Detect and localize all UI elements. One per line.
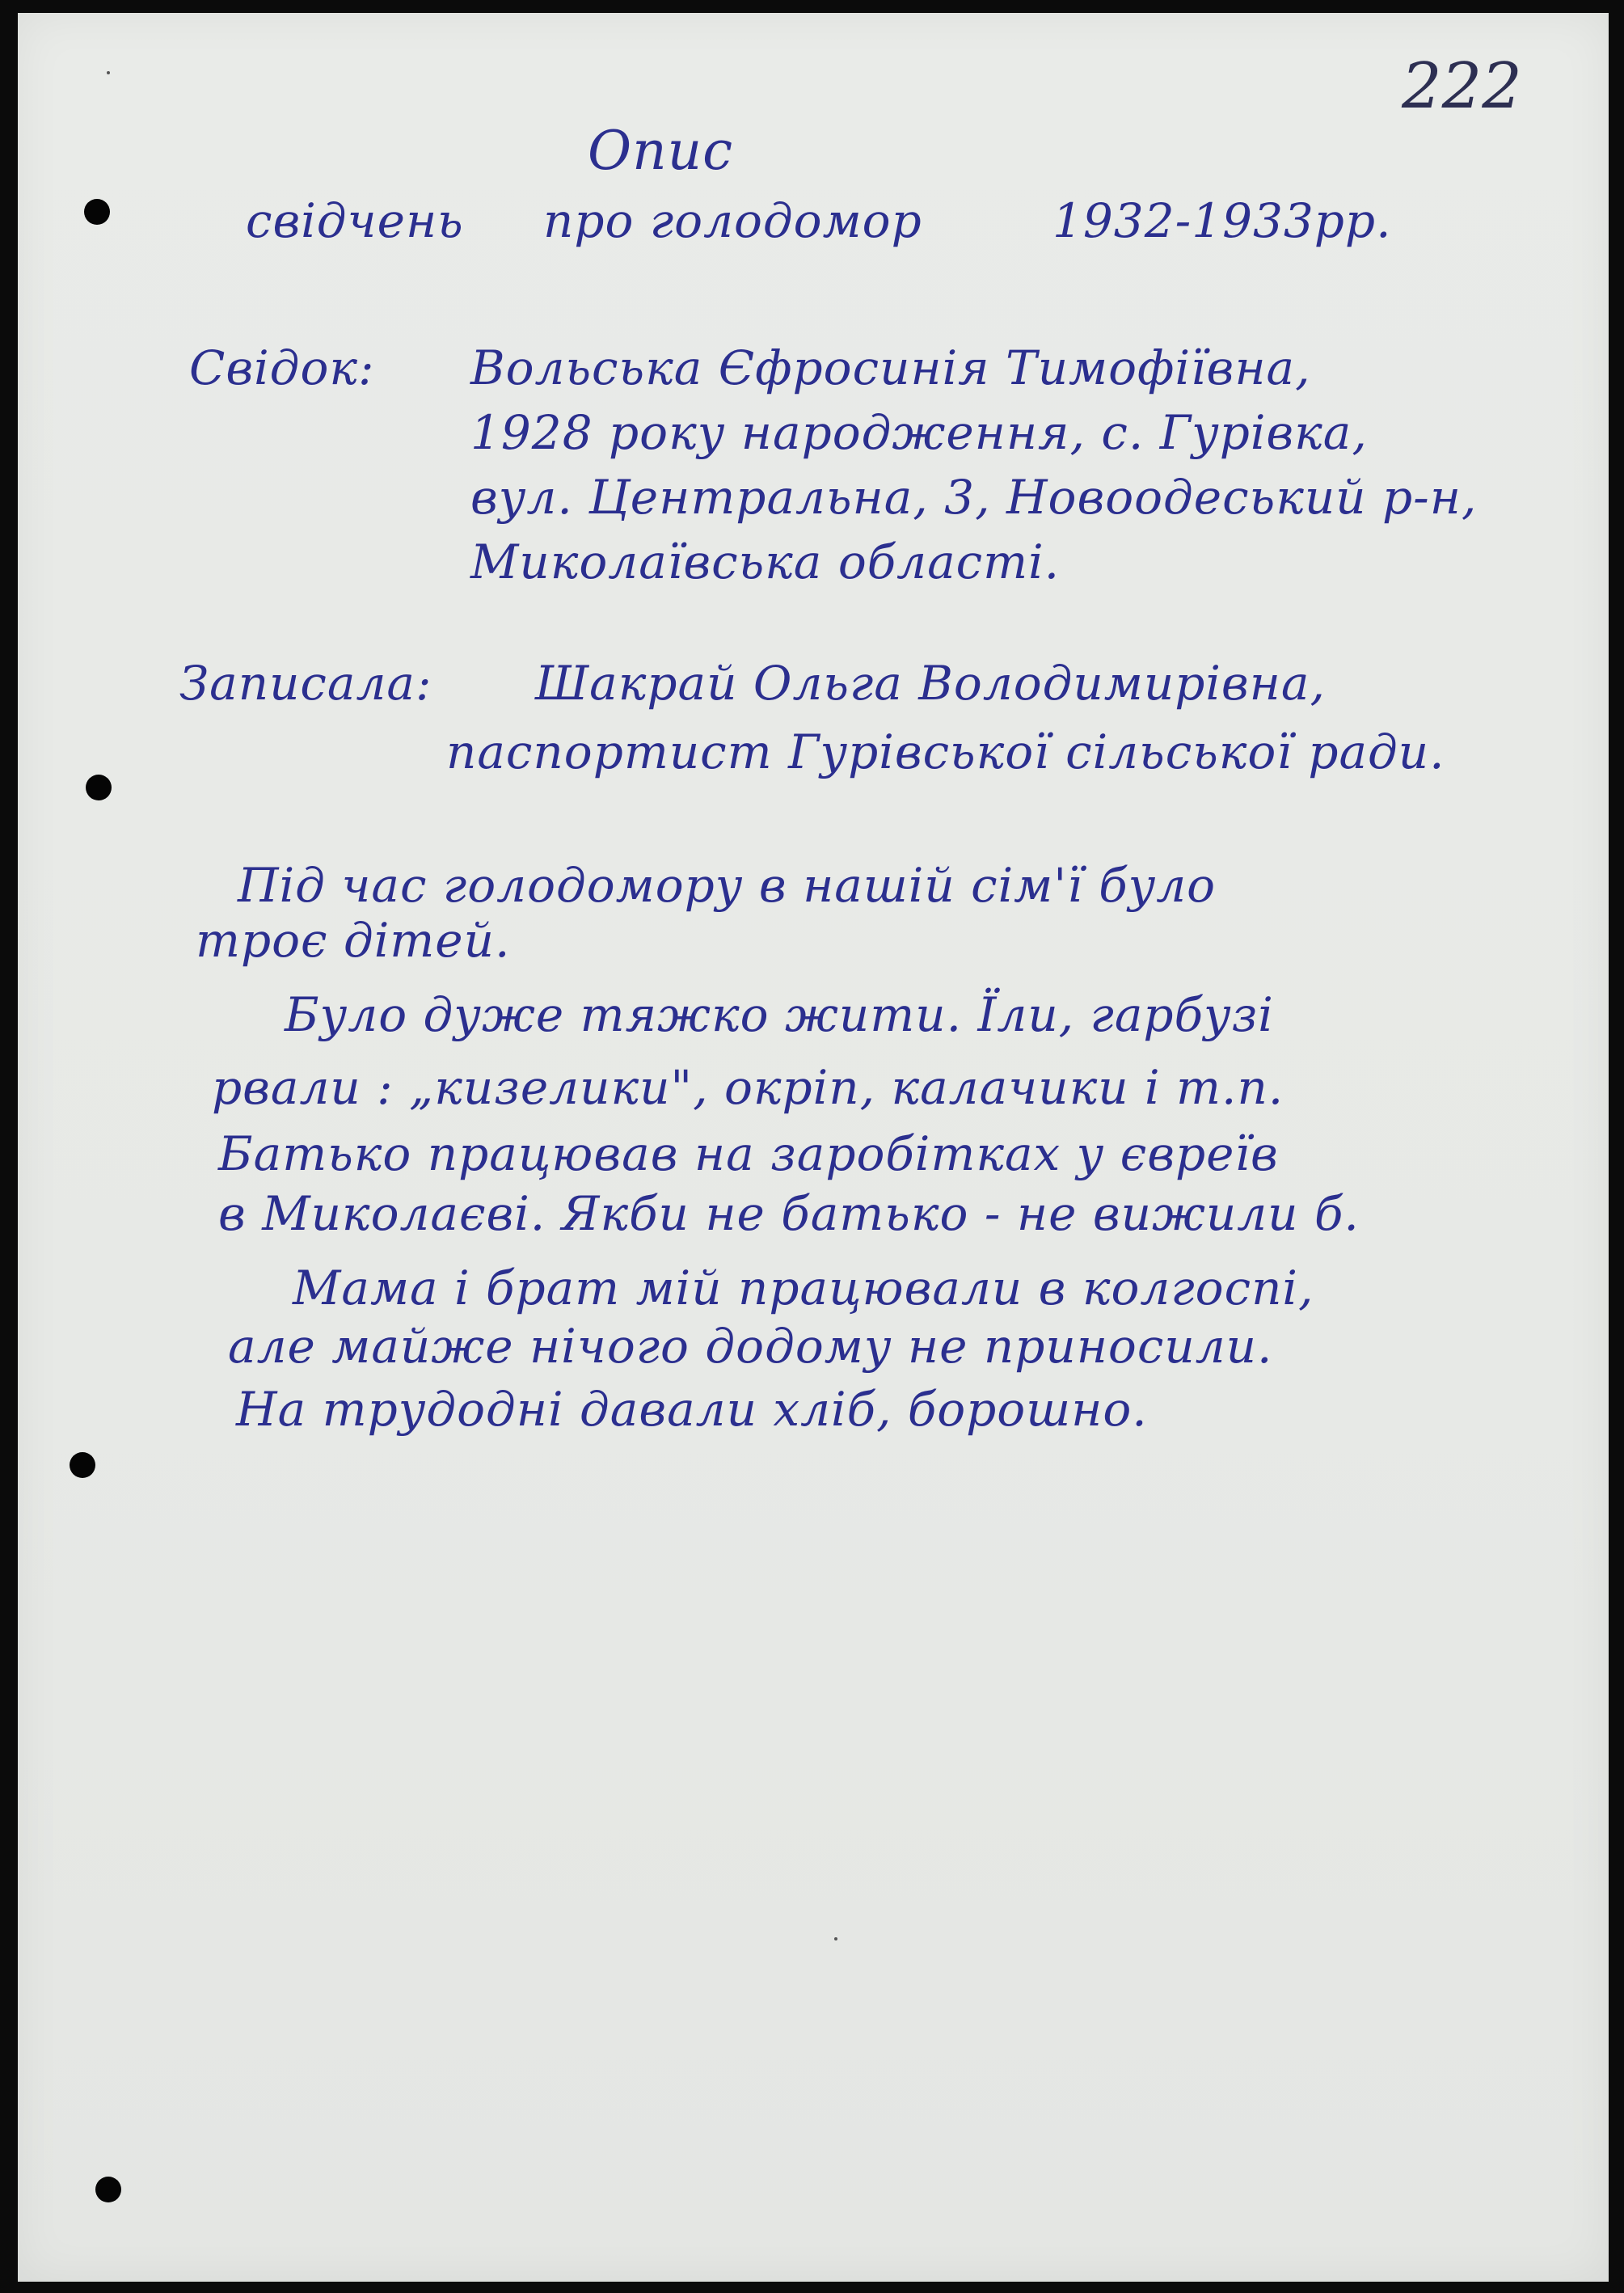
body-line: Було дуже тяжко жити. Їли, гарбузі: [285, 987, 1274, 1042]
witness-line-1: Вольська Єфросинія Тимофіївна,: [470, 340, 1311, 395]
binder-hole-1: [84, 199, 110, 225]
binder-hole-2: [86, 775, 112, 800]
subtitle-part-2: про голодомор: [543, 193, 922, 248]
page-number: 222: [1402, 50, 1522, 123]
witness-label: Свідок:: [189, 340, 375, 395]
witness-line-3: вул. Центральна, 3, Новоодеський р-н,: [470, 470, 1478, 525]
paper-speck: [107, 71, 110, 74]
document-title: Опис: [588, 120, 734, 182]
body-line: в Миколаєві. Якби не батько - не вижили б.: [218, 1186, 1360, 1241]
binder-hole-4: [95, 2177, 121, 2202]
witness-line-2: 1928 року народження, с. Гурівка,: [470, 405, 1368, 460]
paper-speck: [834, 1937, 837, 1940]
body-line: Батько працював на заробітках у євреїв: [218, 1126, 1279, 1181]
body-line: троє дітей.: [196, 913, 511, 968]
document-page: [18, 13, 1609, 2282]
subtitle-part-3: 1932-1933рр.: [1052, 193, 1392, 248]
recorded-by-line-2: паспортист Гурівської сільської ради.: [446, 724, 1445, 779]
body-line: рвали : „кизелики", окріп, калачики і т.п.: [212, 1060, 1284, 1115]
body-line: Під час голодомору в нашій сім'ї було: [238, 858, 1217, 913]
subtitle-part-1: свідчень: [246, 193, 464, 248]
binder-hole-3: [70, 1452, 95, 1478]
body-line: На трудодні давали хліб, борошно.: [236, 1382, 1148, 1437]
body-line: але майже нічого додому не приносили.: [228, 1319, 1273, 1374]
recorded-by-label: Записала:: [179, 656, 432, 711]
recorded-by-line-1: Шакрай Ольга Володимирівна,: [535, 656, 1326, 711]
witness-line-4: Миколаївська області.: [470, 534, 1061, 589]
body-line: Мама і брат мій працювали в колгоспі,: [293, 1261, 1314, 1315]
